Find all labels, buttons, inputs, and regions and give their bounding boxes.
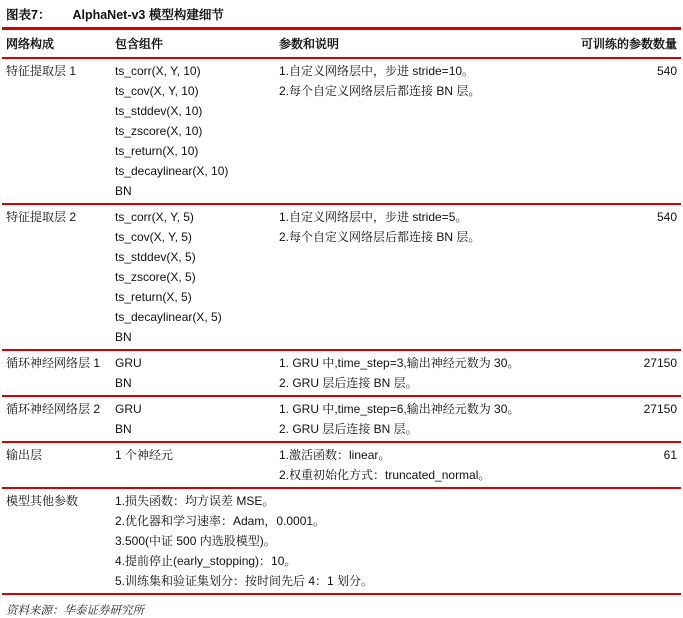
details-cell — [115, 491, 677, 591]
component-line: BN — [115, 184, 132, 198]
component-line: ts_corr(X, Y, 10) — [115, 64, 201, 78]
component-line: ts_corr(X, Y, 5) — [115, 210, 194, 224]
params-cell — [279, 445, 573, 485]
detail-line: 5.训练集和验证集划分：按时间先后 4：1 划分。 — [115, 574, 374, 588]
component-line: ts_decaylinear(X, 5) — [115, 310, 222, 324]
header-params-description: 参数和说明 — [279, 37, 340, 51]
component-line: BN — [115, 376, 132, 390]
table-header-row — [2, 30, 681, 59]
table-row-rnn-layer-2 — [2, 397, 681, 443]
layer-name: 特征提取层 2 — [6, 210, 77, 224]
param-line: 1.自定义网络层中，步进 stride=10。 — [279, 64, 475, 78]
component-line: GRU — [115, 402, 142, 416]
components-cell — [115, 207, 279, 347]
param-line: 1.自定义网络层中，步进 stride=5。 — [279, 210, 468, 224]
param-line: 1. GRU 中,time_step=6,输出神经元数为 30。 — [279, 402, 520, 416]
components-cell — [115, 445, 279, 465]
trainable-count: 27150 — [643, 402, 677, 416]
figure-number-label: 图表7： — [6, 8, 51, 22]
header-trainable-count: 可训练的参数数量 — [580, 37, 677, 51]
component-line: ts_cov(X, Y, 5) — [115, 230, 192, 244]
param-line: 2. GRU 层后连接 BN 层。 — [279, 422, 418, 436]
layer-name: 输出层 — [6, 448, 43, 462]
component-line: ts_decaylinear(X, 10) — [115, 164, 229, 178]
params-cell — [279, 399, 573, 439]
figure-title: AlphaNet-v3 模型构建细节 — [72, 8, 224, 22]
trainable-count: 61 — [663, 448, 677, 462]
layer-name: 循环神经网络层 1 — [6, 356, 101, 370]
components-cell — [115, 353, 279, 393]
component-line: ts_return(X, 10) — [115, 144, 199, 158]
component-line: GRU — [115, 356, 142, 370]
trainable-count: 540 — [656, 64, 677, 78]
param-line: 2.每个自定义网络层后都连接 BN 层。 — [279, 230, 481, 244]
figure-title-bar — [2, 0, 681, 30]
trainable-count: 27150 — [643, 356, 677, 370]
param-line: 2.每个自定义网络层后都连接 BN 层。 — [279, 84, 481, 98]
params-cell — [279, 353, 573, 393]
param-line: 1. GRU 中,time_step=3,输出神经元数为 30。 — [279, 356, 520, 370]
detail-line: 1.损失函数：均方误差 MSE。 — [115, 494, 275, 508]
table-row-output-layer — [2, 443, 681, 489]
component-line: BN — [115, 422, 132, 436]
layer-name: 模型其他参数 — [6, 494, 79, 508]
header-network-structure: 网络构成 — [6, 37, 55, 51]
table-row-rnn-layer-1 — [2, 351, 681, 397]
layer-name: 循环神经网络层 2 — [6, 402, 101, 416]
param-line: 2.权重初始化方式：truncated_normal。 — [279, 468, 491, 482]
table-row-feature-layer-2 — [2, 205, 681, 351]
component-line: ts_zscore(X, 10) — [115, 124, 203, 138]
header-components: 包含组件 — [115, 37, 164, 51]
detail-line: 3.500(中证 500 内选股模型)。 — [115, 534, 276, 548]
component-line: ts_stddev(X, 10) — [115, 104, 203, 118]
component-line: ts_zscore(X, 5) — [115, 270, 196, 284]
trainable-count: 540 — [656, 210, 677, 224]
source-note: 资料来源：华泰证券研究所 — [6, 605, 144, 617]
components-cell — [115, 399, 279, 439]
params-cell — [279, 207, 573, 247]
component-line: ts_cov(X, Y, 10) — [115, 84, 199, 98]
detail-line: 4.提前停止(early_stopping)：10。 — [115, 554, 297, 568]
component-line: ts_stddev(X, 5) — [115, 250, 196, 264]
params-cell — [279, 61, 573, 101]
component-line: BN — [115, 330, 132, 344]
component-line: ts_return(X, 5) — [115, 290, 192, 304]
component-line: 1 个神经元 — [115, 448, 174, 462]
layer-name: 特征提取层 1 — [6, 64, 77, 78]
param-line: 1.激活函数：linear。 — [279, 448, 391, 462]
table-row-other-params — [2, 489, 681, 595]
components-cell — [115, 61, 279, 201]
detail-line: 2.优化器和学习速率：Adam，0.0001。 — [115, 514, 326, 528]
param-line: 2. GRU 层后连接 BN 层。 — [279, 376, 418, 390]
table-row-feature-layer-1 — [2, 59, 681, 205]
